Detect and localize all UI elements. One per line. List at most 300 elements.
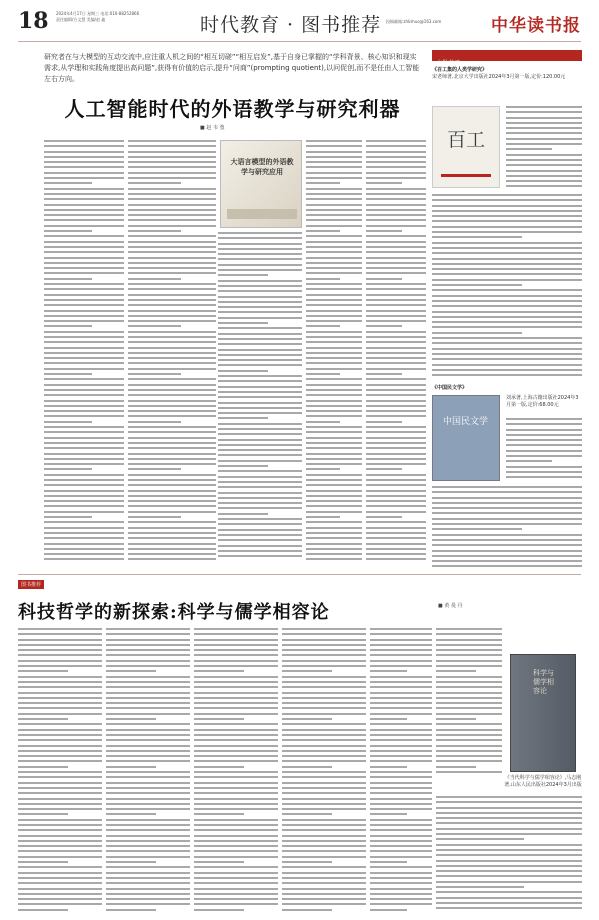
text-line [44, 230, 92, 232]
text-line [218, 449, 302, 451]
text-line [436, 838, 524, 840]
text-line [282, 861, 332, 863]
text-line [194, 654, 278, 656]
text-line [306, 410, 362, 412]
article2-body-col6 [436, 628, 502, 778]
text-line [128, 156, 216, 158]
text-line [370, 697, 432, 699]
text-line [106, 845, 190, 847]
text-line [436, 844, 582, 846]
text-line [128, 272, 216, 274]
text-line [432, 316, 582, 318]
text-line [366, 288, 426, 290]
text-line [282, 628, 366, 630]
text-line [128, 543, 216, 545]
text-line [282, 808, 366, 810]
text-line [44, 299, 124, 301]
text-line [306, 230, 340, 232]
text-line [370, 824, 432, 826]
text-line [44, 463, 124, 465]
text-line [44, 357, 124, 359]
text-line [106, 707, 190, 709]
text-line [506, 476, 582, 478]
text-line [432, 486, 582, 488]
text-line [370, 882, 432, 884]
text-line [128, 431, 216, 433]
text-line [218, 375, 302, 377]
text-line [218, 301, 302, 303]
text-line [366, 410, 426, 412]
text-line [432, 353, 582, 355]
text-line [128, 468, 181, 470]
text-line [128, 347, 216, 349]
text-line [366, 331, 426, 333]
text-line [282, 649, 366, 651]
text-line [306, 527, 362, 529]
text-line [44, 177, 124, 179]
text-line [128, 225, 216, 227]
text-line [370, 835, 432, 837]
text-line [282, 866, 366, 868]
text-line [370, 798, 432, 800]
text-line [432, 242, 582, 244]
text-line [370, 903, 432, 905]
text-line [44, 219, 124, 221]
text-line [218, 343, 302, 345]
text-line [282, 872, 366, 874]
text-line [370, 750, 432, 752]
text-line [306, 347, 362, 349]
text-line [44, 362, 124, 364]
text-line [366, 415, 426, 417]
text-line [432, 268, 582, 270]
text-line [370, 681, 432, 683]
text-line [44, 352, 124, 354]
text-line [282, 856, 366, 858]
sidebar-book1-cover [432, 106, 500, 188]
text-line [506, 450, 582, 452]
text-line [18, 766, 68, 768]
text-line [282, 639, 366, 641]
text-line [432, 544, 582, 546]
text-line [18, 782, 102, 784]
text-line [128, 532, 216, 534]
text-line [432, 326, 582, 328]
text-line [128, 384, 216, 386]
text-line [18, 633, 102, 635]
text-line [44, 405, 124, 407]
text-line [44, 495, 124, 497]
text-line [282, 681, 366, 683]
text-line [436, 875, 582, 877]
text-line [194, 755, 278, 757]
text-line [306, 368, 362, 370]
text-line [18, 697, 102, 699]
text-line [506, 132, 582, 134]
text-line [106, 882, 190, 884]
text-line [44, 278, 92, 280]
text-line [370, 893, 432, 895]
article2-body-col5 [370, 628, 432, 916]
text-line [432, 215, 582, 217]
text-line [18, 628, 102, 630]
text-line [366, 188, 426, 190]
text-line [306, 315, 362, 317]
text-line [18, 760, 102, 762]
text-line [44, 341, 124, 343]
text-line [306, 400, 362, 402]
text-line [18, 861, 68, 863]
text-line [44, 505, 124, 507]
text-line [128, 410, 216, 412]
text-line [194, 803, 278, 805]
text-line [18, 723, 102, 725]
text-line [432, 497, 582, 499]
text-line [366, 336, 426, 338]
text-line [436, 907, 582, 909]
text-line [44, 251, 124, 253]
text-line [128, 426, 216, 428]
text-line [128, 357, 216, 359]
text-line [366, 431, 426, 433]
text-line [366, 378, 426, 380]
text-line [218, 417, 268, 419]
article2-body-col4 [282, 628, 366, 916]
text-line [218, 433, 302, 435]
text-line [366, 341, 426, 343]
text-line [306, 219, 362, 221]
text-line [128, 320, 216, 322]
text-line [282, 644, 366, 646]
text-line [432, 321, 582, 323]
text-line [370, 856, 432, 858]
text-line [370, 813, 407, 815]
text-line [18, 888, 102, 890]
text-line [44, 161, 124, 163]
text-line [370, 644, 432, 646]
text-line [282, 909, 332, 911]
text-line [44, 389, 124, 391]
text-line [106, 872, 190, 874]
text-line [218, 492, 302, 494]
text-line [218, 412, 302, 414]
sidebar-book2-meta: 刘承著,上海古籍出版社2024年3月第一版,定价:68.00元 [506, 395, 579, 408]
article2-body-col1 [18, 628, 102, 916]
text-line [44, 368, 124, 370]
text-line [128, 209, 216, 211]
text-line [218, 460, 302, 462]
sidebar-book1-body [432, 194, 582, 380]
text-line [18, 872, 102, 874]
text-line [106, 745, 190, 747]
text-line [436, 649, 502, 651]
text-line [106, 633, 190, 635]
text-line [506, 444, 582, 446]
text-line [106, 771, 190, 773]
text-line [106, 692, 190, 694]
text-line [194, 633, 278, 635]
text-line [436, 745, 502, 747]
text-line [44, 548, 124, 550]
text-line [436, 665, 502, 667]
text-line [194, 729, 278, 731]
text-line [436, 718, 476, 720]
text-line [128, 447, 216, 449]
text-line [282, 660, 366, 662]
text-line [194, 723, 278, 725]
text-line [106, 755, 190, 757]
text-line [306, 474, 362, 476]
text-line [306, 299, 362, 301]
article2-book-cover [510, 654, 576, 772]
text-line [436, 771, 502, 773]
text-line [44, 145, 124, 147]
text-line [128, 182, 181, 184]
text-line [506, 154, 582, 156]
text-line [128, 442, 216, 444]
text-line [194, 697, 278, 699]
text-line [366, 463, 426, 465]
text-line [370, 723, 432, 725]
text-line [370, 692, 432, 694]
text-line [306, 373, 340, 375]
sidebar-book1-meta: 宋老师著,北京大学出版社2024年3月第一版,定价:120.00元 [432, 74, 566, 80]
text-line [18, 654, 102, 656]
text-line [106, 644, 190, 646]
text-line [128, 267, 216, 269]
text-line [128, 278, 181, 280]
text-line [366, 548, 426, 550]
text-line [282, 840, 366, 842]
text-line [282, 835, 366, 837]
text-line [436, 860, 582, 862]
page-header [18, 8, 581, 42]
text-line [194, 676, 278, 678]
text-line [506, 429, 582, 431]
text-line [306, 362, 362, 364]
text-line [128, 188, 216, 190]
text-line [370, 713, 432, 715]
text-line [432, 539, 582, 541]
text-line [306, 479, 362, 481]
text-line [106, 893, 190, 895]
text-line [436, 865, 582, 867]
text-line [106, 697, 190, 699]
text-line [194, 776, 278, 778]
text-line [432, 289, 582, 291]
text-line [366, 304, 426, 306]
text-line [18, 670, 68, 672]
text-line [128, 193, 216, 195]
text-line [194, 702, 278, 704]
text-line [506, 180, 582, 182]
text-line [432, 491, 582, 493]
text-line [194, 819, 278, 821]
text-line [18, 835, 102, 837]
text-line [194, 713, 278, 715]
text-line [432, 263, 582, 265]
text-line [44, 537, 124, 539]
text-line [106, 877, 190, 879]
text-line [306, 310, 362, 312]
text-line [106, 718, 156, 720]
text-line [436, 849, 582, 851]
text-line [44, 543, 124, 545]
text-line [218, 507, 302, 509]
text-line [366, 362, 426, 364]
text-line [128, 553, 216, 555]
text-line [18, 840, 102, 842]
text-line [370, 819, 432, 821]
text-line [194, 829, 278, 831]
editor-meta: 责任编辑/方文慧 美编/赵 鑫 [56, 17, 106, 22]
text-line [282, 707, 366, 709]
text-line [506, 159, 582, 161]
text-line [128, 230, 181, 232]
text-line [366, 537, 426, 539]
text-line [370, 808, 432, 810]
text-line [366, 204, 426, 206]
text-line [366, 278, 402, 280]
text-line [218, 285, 302, 287]
text-line [366, 453, 426, 455]
text-line [44, 373, 92, 375]
sidebar-book2-title: 《中国民文学》 [432, 385, 468, 391]
text-line [218, 248, 302, 250]
text-line [306, 209, 362, 211]
text-line [128, 294, 216, 296]
text-line [370, 803, 432, 805]
text-line [128, 166, 216, 168]
text-line [106, 824, 190, 826]
text-line [366, 479, 426, 481]
text-line [218, 555, 302, 557]
text-line [506, 439, 582, 441]
text-line [506, 148, 552, 150]
text-line [128, 172, 216, 174]
text-line [282, 676, 366, 678]
text-line [106, 840, 190, 842]
text-line [436, 750, 502, 752]
text-line [106, 898, 190, 900]
text-line [44, 166, 124, 168]
text-line [370, 676, 432, 678]
text-line [128, 336, 216, 338]
text-line [366, 262, 426, 264]
text-line [106, 713, 190, 715]
sidebar-header: 本报书评 [432, 50, 582, 61]
text-line [106, 787, 190, 789]
text-line [128, 495, 216, 497]
text-line [18, 898, 102, 900]
text-line [366, 241, 426, 243]
text-line [366, 437, 426, 439]
text-line [128, 405, 216, 407]
text-line [44, 262, 124, 264]
text-line [44, 331, 124, 333]
text-line [370, 845, 432, 847]
text-line [306, 468, 340, 470]
text-line [128, 288, 216, 290]
text-line [194, 792, 278, 794]
text-line [306, 405, 362, 407]
text-line [306, 463, 362, 465]
text-line [436, 796, 582, 798]
text-line [18, 718, 68, 720]
text-line [44, 304, 124, 306]
text-line [44, 527, 124, 529]
text-line [432, 502, 582, 504]
text-line [436, 692, 502, 694]
text-line [218, 423, 302, 425]
text-line [506, 423, 582, 425]
text-line [44, 315, 124, 317]
text-line [306, 511, 362, 513]
text-line [370, 909, 407, 911]
text-line [506, 460, 552, 462]
text-line [370, 660, 432, 662]
text-line [436, 881, 582, 883]
text-line [366, 225, 426, 227]
text-line [306, 198, 362, 200]
article1-body-col1 [44, 140, 124, 568]
text-line [44, 431, 124, 433]
text-line [506, 164, 582, 166]
text-line [432, 512, 582, 514]
text-line [306, 320, 362, 322]
text-line [366, 140, 426, 142]
text-line [506, 117, 582, 119]
text-line [106, 750, 190, 752]
text-line [194, 686, 278, 688]
text-line [128, 325, 181, 327]
text-line [128, 484, 216, 486]
text-line [366, 474, 426, 476]
text-line [506, 418, 582, 420]
text-line [282, 745, 366, 747]
text-line [18, 644, 102, 646]
text-line [370, 734, 432, 736]
text-line [366, 347, 426, 349]
text-line [366, 161, 426, 163]
text-line [282, 755, 366, 757]
text-line [282, 654, 366, 656]
text-line [128, 394, 216, 396]
text-line [194, 681, 278, 683]
text-line [436, 633, 502, 635]
text-line [194, 734, 278, 736]
text-line [370, 745, 432, 747]
article1-title: 人工智能时代的外语教学与研究利器 [64, 97, 401, 121]
text-line [44, 426, 124, 428]
text-line [432, 358, 582, 360]
text-line [106, 798, 190, 800]
text-line [306, 151, 362, 153]
text-line [436, 686, 502, 688]
text-line [282, 723, 366, 725]
text-line [436, 660, 502, 662]
text-line [218, 274, 268, 276]
text-line [370, 639, 432, 641]
text-line [128, 310, 216, 312]
text-line [432, 369, 582, 371]
text-line [306, 246, 362, 248]
text-line [436, 654, 502, 656]
text-line [18, 808, 102, 810]
text-line [106, 776, 190, 778]
text-line [128, 299, 216, 301]
text-line [218, 306, 302, 308]
